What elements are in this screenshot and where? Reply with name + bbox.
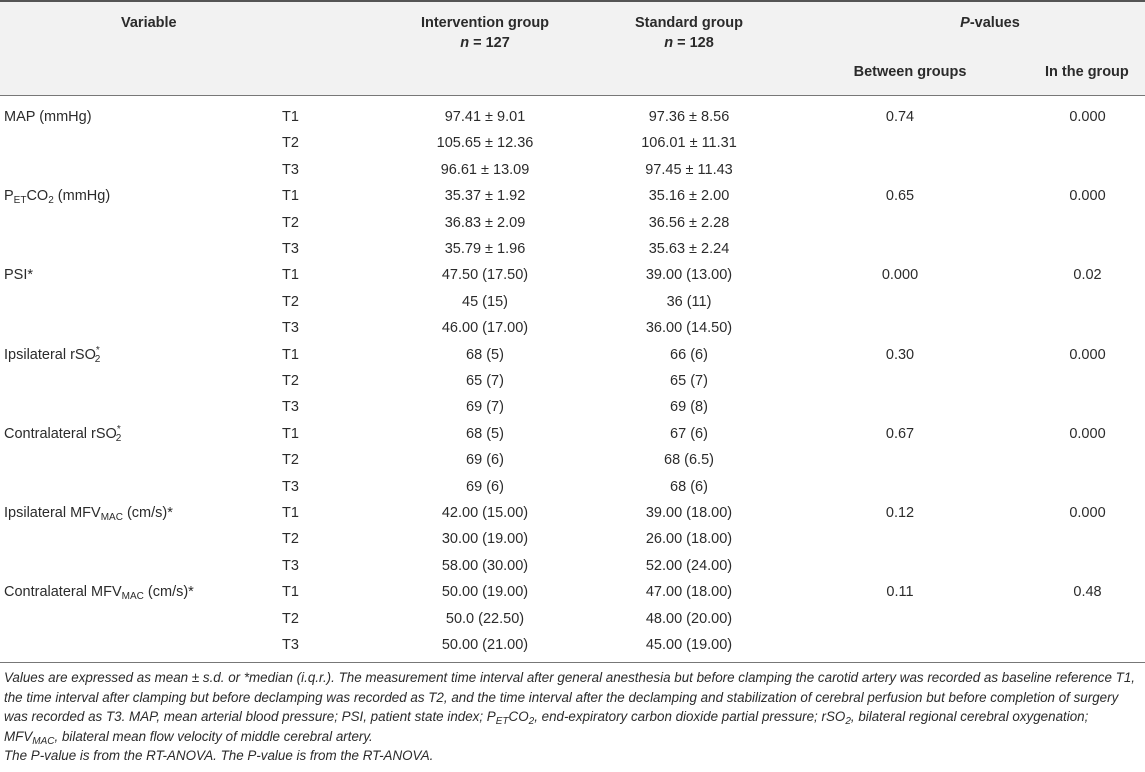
standard-value: 26.00 (18.00) <box>645 531 733 548</box>
footnote-pvalue: The P-value is from the RT-ANOVA. The P-value is from the RT-ANOVA. <box>4 748 434 763</box>
bottom-rule <box>0 662 1145 663</box>
time-point: T2 <box>282 373 299 389</box>
intervention-value: 35.37 ± 1.92 <box>444 188 526 205</box>
header-intervention-n: n = 127 <box>460 35 510 51</box>
header-intervention-title: Intervention group <box>420 15 550 31</box>
standard-value: 97.36 ± 8.56 <box>648 109 730 125</box>
time-point: T1 <box>282 109 299 125</box>
standard-value: 36.00 (14.50) <box>645 320 733 337</box>
standard-value: 45.00 (19.00) <box>645 637 733 653</box>
p-in-group: 0.02 <box>1073 267 1102 284</box>
standard-value: 68 (6.5) <box>664 452 714 469</box>
time-point: T1 <box>282 188 299 205</box>
standard-value: 39.00 (13.00) <box>645 267 733 284</box>
table-footnotes <box>4 668 1142 766</box>
standard-value: 52.00 (24.00) <box>645 557 733 574</box>
standard-value: 65 (7) <box>670 373 708 389</box>
p-in-group: 0.000 <box>1069 346 1106 363</box>
p-between-groups: 0.000 <box>881 267 919 284</box>
intervention-value: 69 (6) <box>466 452 504 469</box>
header-between-groups: Between groups <box>853 64 967 80</box>
time-point: T2 <box>282 452 299 469</box>
p-between-groups: 0.74 <box>885 109 915 125</box>
time-point: T1 <box>282 584 299 601</box>
intervention-value: 30.00 (19.00) <box>441 531 529 548</box>
intervention-value: 58.00 (30.00) <box>441 557 529 574</box>
header-rule <box>0 95 1145 96</box>
standard-value: 67 (6) <box>670 425 708 442</box>
time-point: T3 <box>282 637 299 653</box>
time-point: T3 <box>282 241 299 257</box>
time-point: T2 <box>282 293 299 310</box>
standard-value: 47.00 (18.00) <box>645 584 733 601</box>
variable-label: Contralateral rSO*$_2$ <box>4 423 122 444</box>
header-standard <box>564 13 814 53</box>
intervention-value: 50.00 (19.00) <box>441 584 529 601</box>
intervention-value: 50.0 (22.50) <box>445 610 525 627</box>
header-pvalues: P-values <box>960 15 1020 31</box>
time-point: T1 <box>282 505 299 521</box>
header-in-group: In the group <box>1045 64 1129 80</box>
standard-value: 48.00 (20.00) <box>645 610 733 627</box>
variable-label: Ipsilateral $MFV_{MAC}$ (cm/s)* <box>4 505 173 523</box>
intervention-value: 36.83 ± 2.09 <box>444 214 526 231</box>
intervention-value: 50.00 (21.00) <box>441 637 529 653</box>
p-in-group: 0.000 <box>1069 425 1106 442</box>
time-point: T3 <box>282 557 299 574</box>
time-point: T3 <box>282 399 299 416</box>
intervention-value: 96.61 ± 13.09 <box>440 161 530 178</box>
intervention-value: 97.41 ± 9.01 <box>444 109 526 125</box>
intervention-value: 68 (5) <box>466 346 504 363</box>
p-between-groups: 0.65 <box>885 188 915 205</box>
footnote-main: Values are expressed as mean ± s.d. or *median (i.q.r.). The measurement time interval after general anesthesia but before clamping the carotid artery was recorded as baseline reference T1, the time interval after clamping but before declamping was recorded as T2, and the time interval after the declamping and stabilization of cerebral perfusion but before completion of surgery was recorded as T3. MAP, mean arterial blood pressure; PSI, patient state index; $P_{ET}CO_2$, end-expiratory carbon dioxide partial pressure; rSO$_2$, bilateral regional cerebral oxygenation; $MFV_{MAC}$, bilateral mean flow velocity of middle cerebral artery. <box>4 670 1135 747</box>
variable-label: PSI* <box>4 267 34 284</box>
variable-label: Ipsilateral rSO*$_2$ <box>4 344 101 365</box>
top-rule <box>0 0 1145 2</box>
intervention-value: 69 (7) <box>466 399 504 416</box>
standard-value: 68 (6) <box>670 478 708 495</box>
p-in-group: 0.000 <box>1069 505 1106 521</box>
time-point: T1 <box>282 425 299 442</box>
time-point: T1 <box>282 346 299 363</box>
standard-value: 39.00 (18.00) <box>645 505 733 521</box>
p-between-groups: 0.12 <box>885 505 915 521</box>
intervention-value: 46.00 (17.00) <box>441 320 529 337</box>
header-standard-n: n = 128 <box>664 35 714 51</box>
standard-value: 66 (6) <box>670 346 708 363</box>
standard-value: 35.63 ± 2.24 <box>648 241 730 257</box>
intervention-value: 68 (5) <box>466 425 504 442</box>
intervention-value: 69 (6) <box>466 478 504 495</box>
time-point: T3 <box>282 320 299 337</box>
variable-label: $P_{ET}CO_2$ (mmHg) <box>4 188 111 207</box>
time-point: T3 <box>282 161 299 178</box>
variable-label: Contralateral $MFV_{MAC}$ (cm/s)* <box>4 584 194 603</box>
standard-value: 36.56 ± 2.28 <box>648 214 730 231</box>
time-point: T2 <box>282 531 299 548</box>
p-in-group: 0.000 <box>1069 109 1106 125</box>
intervention-value: 42.00 (15.00) <box>441 505 529 521</box>
standard-value: 97.45 ± 11.43 <box>645 161 733 178</box>
intervention-value: 105.65 ± 12.36 <box>436 135 534 152</box>
time-point: T1 <box>282 267 299 284</box>
p-in-group: 0.48 <box>1073 584 1102 601</box>
standard-value: 106.01 ± 11.31 <box>641 135 737 152</box>
p-between-groups: 0.67 <box>885 425 915 442</box>
p-between-groups: 0.11 <box>886 584 914 601</box>
intervention-value: 35.79 ± 1.96 <box>444 241 526 257</box>
standard-value: 36 (11) <box>666 293 712 310</box>
intervention-value: 45 (15) <box>462 293 508 310</box>
header-standard-title: Standard group <box>635 15 743 31</box>
intervention-value: 65 (7) <box>466 373 504 389</box>
standard-value: 69 (8) <box>670 399 708 416</box>
header-variable: Variable <box>121 15 177 31</box>
standard-value: 35.16 ± 2.00 <box>648 188 730 205</box>
time-point: T3 <box>282 478 299 495</box>
variable-label: MAP (mmHg) <box>4 109 92 125</box>
time-point: T2 <box>282 214 299 231</box>
p-in-group: 0.000 <box>1069 188 1106 205</box>
time-point: T2 <box>282 610 299 627</box>
time-point: T2 <box>282 135 299 152</box>
intervention-value: 47.50 (17.50) <box>441 267 529 284</box>
p-between-groups: 0.30 <box>885 346 915 363</box>
